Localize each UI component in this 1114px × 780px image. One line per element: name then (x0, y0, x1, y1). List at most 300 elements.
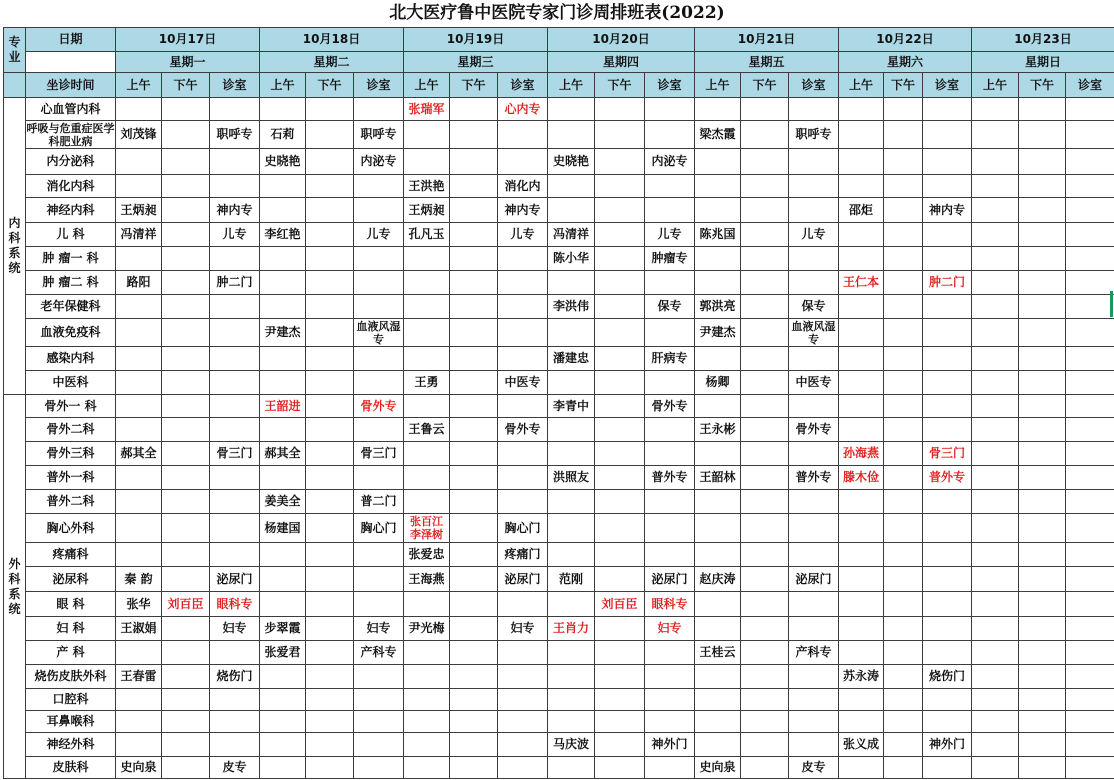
pm-cell[interactable] (594, 489, 645, 514)
room-cell[interactable] (353, 591, 404, 617)
room-cell[interactable]: 泌尿门 (788, 566, 839, 592)
room-cell[interactable]: 烧伤门 (922, 664, 972, 689)
am-cell[interactable] (694, 97, 741, 121)
pm-cell[interactable] (883, 197, 923, 223)
pm-cell[interactable] (449, 688, 498, 711)
am-cell[interactable]: 范刚 (547, 566, 595, 592)
pm-cell[interactable]: 刘百臣 (161, 591, 210, 617)
room-cell[interactable] (209, 97, 260, 121)
pm-cell[interactable] (449, 222, 498, 247)
pm-cell[interactable] (740, 664, 789, 689)
pm-cell[interactable] (305, 756, 354, 779)
pm-cell[interactable] (305, 174, 354, 198)
room-cell[interactable] (1065, 640, 1114, 665)
pm-cell[interactable] (161, 616, 210, 641)
pm-cell[interactable] (883, 318, 923, 347)
pm-cell[interactable] (305, 616, 354, 641)
room-cell[interactable]: 儿专 (209, 222, 260, 247)
room-cell[interactable] (644, 197, 695, 223)
pm-cell[interactable] (594, 370, 645, 395)
room-cell[interactable]: 血液风湿专 (788, 318, 839, 347)
pm-cell[interactable] (594, 616, 645, 641)
room-cell[interactable]: 普外专 (644, 465, 695, 490)
pm-cell[interactable] (594, 246, 645, 271)
room-cell[interactable]: 产科专 (788, 640, 839, 665)
room-cell[interactable] (1065, 616, 1114, 641)
pm-cell[interactable] (161, 120, 210, 149)
pm-cell[interactable] (449, 246, 498, 271)
am-cell[interactable] (971, 148, 1019, 175)
am-cell[interactable] (259, 417, 306, 442)
pm-cell[interactable] (883, 441, 923, 466)
room-cell[interactable]: 产科专 (353, 640, 404, 665)
am-cell[interactable] (838, 294, 884, 319)
am-cell[interactable]: 王洪艳 (403, 174, 450, 198)
am-cell[interactable] (694, 513, 741, 543)
room-cell[interactable]: 神外门 (922, 732, 972, 757)
pm-cell[interactable] (305, 465, 354, 490)
room-cell[interactable] (209, 417, 260, 442)
am-cell[interactable]: 潘建忠 (547, 346, 595, 371)
pm-cell[interactable] (161, 318, 210, 347)
pm-cell[interactable] (883, 513, 923, 543)
am-cell[interactable] (838, 222, 884, 247)
pm-cell[interactable] (449, 294, 498, 319)
pm-cell[interactable] (883, 394, 923, 418)
room-cell[interactable]: 肿瘤专 (644, 246, 695, 271)
room-cell[interactable]: 胸心门 (353, 513, 404, 543)
am-cell[interactable] (115, 394, 162, 418)
am-cell[interactable] (403, 294, 450, 319)
room-cell[interactable] (922, 174, 972, 198)
pm-cell[interactable] (161, 441, 210, 466)
pm-cell[interactable] (1018, 616, 1066, 641)
pm-cell[interactable] (883, 120, 923, 149)
room-cell[interactable] (644, 513, 695, 543)
room-cell[interactable] (353, 417, 404, 442)
room-cell[interactable] (644, 370, 695, 395)
pm-cell[interactable] (883, 616, 923, 641)
am-cell[interactable] (838, 120, 884, 149)
am-cell[interactable] (971, 441, 1019, 466)
am-cell[interactable]: 陈小华 (547, 246, 595, 271)
room-cell[interactable] (497, 394, 548, 418)
room-cell[interactable] (353, 710, 404, 733)
room-cell[interactable] (209, 513, 260, 543)
room-cell[interactable] (497, 120, 548, 149)
room-cell[interactable] (788, 616, 839, 641)
room-cell[interactable] (922, 346, 972, 371)
room-cell[interactable] (1065, 756, 1114, 779)
am-cell[interactable] (115, 97, 162, 121)
am-cell[interactable] (115, 688, 162, 711)
room-cell[interactable]: 妇专 (644, 616, 695, 641)
room-cell[interactable]: 职呼专 (353, 120, 404, 149)
pm-cell[interactable] (449, 756, 498, 779)
am-cell[interactable] (838, 688, 884, 711)
room-cell[interactable]: 职呼专 (788, 120, 839, 149)
am-cell[interactable] (259, 97, 306, 121)
room-cell[interactable]: 神内专 (209, 197, 260, 223)
room-cell[interactable]: 骨三门 (209, 441, 260, 466)
am-cell[interactable] (115, 174, 162, 198)
pm-cell[interactable] (1018, 591, 1066, 617)
pm-cell[interactable] (1018, 222, 1066, 247)
pm-cell[interactable] (161, 640, 210, 665)
room-cell[interactable] (922, 489, 972, 514)
pm-cell[interactable] (740, 394, 789, 418)
am-cell[interactable] (838, 542, 884, 567)
room-cell[interactable] (1065, 591, 1114, 617)
room-cell[interactable] (353, 688, 404, 711)
am-cell[interactable]: 尹建杰 (259, 318, 306, 347)
room-cell[interactable] (497, 732, 548, 757)
am-cell[interactable]: 王鲁云 (403, 417, 450, 442)
am-cell[interactable] (547, 489, 595, 514)
am-cell[interactable] (838, 318, 884, 347)
room-cell[interactable]: 疼痛门 (497, 542, 548, 567)
pm-cell[interactable] (449, 513, 498, 543)
pm-cell[interactable] (594, 513, 645, 543)
pm-cell[interactable] (883, 417, 923, 442)
am-cell[interactable]: 李红艳 (259, 222, 306, 247)
am-cell[interactable] (971, 542, 1019, 567)
room-cell[interactable] (922, 688, 972, 711)
pm-cell[interactable] (449, 120, 498, 149)
pm-cell[interactable] (1018, 97, 1066, 121)
am-cell[interactable] (259, 346, 306, 371)
room-cell[interactable] (1065, 370, 1114, 395)
am-cell[interactable]: 王韶进 (259, 394, 306, 418)
am-cell[interactable]: 石莉 (259, 120, 306, 149)
pm-cell[interactable] (161, 148, 210, 175)
pm-cell[interactable] (161, 566, 210, 592)
pm-cell[interactable] (594, 566, 645, 592)
room-cell[interactable] (353, 197, 404, 223)
am-cell[interactable] (971, 616, 1019, 641)
pm-cell[interactable] (161, 417, 210, 442)
room-cell[interactable] (1065, 465, 1114, 490)
am-cell[interactable] (403, 346, 450, 371)
pm-cell[interactable] (594, 346, 645, 371)
am-cell[interactable]: 王春雷 (115, 664, 162, 689)
room-cell[interactable]: 骨三门 (353, 441, 404, 466)
pm-cell[interactable] (449, 197, 498, 223)
room-cell[interactable] (1065, 346, 1114, 371)
pm-cell[interactable] (883, 542, 923, 567)
am-cell[interactable] (547, 640, 595, 665)
pm-cell[interactable] (883, 756, 923, 779)
room-cell[interactable]: 皮专 (788, 756, 839, 779)
am-cell[interactable] (115, 370, 162, 395)
pm-cell[interactable] (161, 710, 210, 733)
am-cell[interactable] (547, 270, 595, 295)
pm-cell[interactable]: 刘百臣 (594, 591, 645, 617)
pm-cell[interactable] (161, 174, 210, 198)
pm-cell[interactable] (305, 513, 354, 543)
room-cell[interactable] (788, 394, 839, 418)
room-cell[interactable] (788, 174, 839, 198)
am-cell[interactable] (547, 710, 595, 733)
pm-cell[interactable] (740, 710, 789, 733)
room-cell[interactable] (644, 97, 695, 121)
room-cell[interactable] (644, 417, 695, 442)
room-cell[interactable] (209, 148, 260, 175)
pm-cell[interactable] (449, 318, 498, 347)
am-cell[interactable] (971, 513, 1019, 543)
pm-cell[interactable] (449, 174, 498, 198)
am-cell[interactable] (547, 441, 595, 466)
room-cell[interactable] (1065, 688, 1114, 711)
room-cell[interactable] (1065, 148, 1114, 175)
am-cell[interactable] (259, 174, 306, 198)
room-cell[interactable] (1065, 489, 1114, 514)
room-cell[interactable] (922, 566, 972, 592)
room-cell[interactable]: 肿二门 (922, 270, 972, 295)
room-cell[interactable]: 儿专 (788, 222, 839, 247)
room-cell[interactable] (209, 688, 260, 711)
am-cell[interactable] (547, 197, 595, 223)
room-cell[interactable] (644, 710, 695, 733)
am-cell[interactable]: 张爱忠 (403, 542, 450, 567)
am-cell[interactable] (547, 370, 595, 395)
am-cell[interactable]: 姜美全 (259, 489, 306, 514)
am-cell[interactable] (259, 688, 306, 711)
room-cell[interactable] (788, 441, 839, 466)
room-cell[interactable] (788, 542, 839, 567)
room-cell[interactable]: 神内专 (497, 197, 548, 223)
pm-cell[interactable] (305, 346, 354, 371)
am-cell[interactable]: 冯清祥 (547, 222, 595, 247)
room-cell[interactable] (788, 732, 839, 757)
am-cell[interactable] (115, 318, 162, 347)
am-cell[interactable]: 孔凡玉 (403, 222, 450, 247)
room-cell[interactable] (353, 732, 404, 757)
room-cell[interactable]: 神内专 (922, 197, 972, 223)
room-cell[interactable] (353, 370, 404, 395)
room-cell[interactable] (788, 664, 839, 689)
am-cell[interactable] (838, 591, 884, 617)
am-cell[interactable]: 郝其全 (259, 441, 306, 466)
pm-cell[interactable] (449, 640, 498, 665)
room-cell[interactable] (644, 174, 695, 198)
am-cell[interactable] (838, 417, 884, 442)
pm-cell[interactable] (161, 688, 210, 711)
pm-cell[interactable] (883, 465, 923, 490)
room-cell[interactable]: 烧伤门 (209, 664, 260, 689)
am-cell[interactable] (403, 756, 450, 779)
am-cell[interactable] (403, 120, 450, 149)
pm-cell[interactable] (449, 465, 498, 490)
room-cell[interactable] (922, 640, 972, 665)
room-cell[interactable]: 消化内 (497, 174, 548, 198)
pm-cell[interactable] (740, 197, 789, 223)
am-cell[interactable] (694, 246, 741, 271)
room-cell[interactable] (209, 346, 260, 371)
pm-cell[interactable] (305, 246, 354, 271)
room-cell[interactable] (353, 270, 404, 295)
am-cell[interactable] (115, 294, 162, 319)
pm-cell[interactable] (305, 710, 354, 733)
room-cell[interactable] (788, 270, 839, 295)
room-cell[interactable] (1065, 246, 1114, 271)
am-cell[interactable]: 王炳昶 (403, 197, 450, 223)
pm-cell[interactable] (1018, 270, 1066, 295)
am-cell[interactable]: 郝其全 (115, 441, 162, 466)
pm-cell[interactable] (740, 174, 789, 198)
pm-cell[interactable] (740, 513, 789, 543)
room-cell[interactable] (1065, 566, 1114, 592)
room-cell[interactable] (353, 174, 404, 198)
room-cell[interactable] (497, 318, 548, 347)
am-cell[interactable] (115, 346, 162, 371)
am-cell[interactable] (259, 710, 306, 733)
pm-cell[interactable] (1018, 441, 1066, 466)
pm-cell[interactable] (883, 710, 923, 733)
pm-cell[interactable] (449, 732, 498, 757)
pm-cell[interactable] (740, 270, 789, 295)
room-cell[interactable] (922, 120, 972, 149)
am-cell[interactable] (694, 664, 741, 689)
am-cell[interactable] (971, 489, 1019, 514)
room-cell[interactable] (922, 756, 972, 779)
pm-cell[interactable] (161, 222, 210, 247)
am-cell[interactable] (259, 246, 306, 271)
room-cell[interactable] (788, 197, 839, 223)
am-cell[interactable] (547, 120, 595, 149)
pm-cell[interactable] (740, 688, 789, 711)
am-cell[interactable]: 冯清祥 (115, 222, 162, 247)
room-cell[interactable] (497, 664, 548, 689)
pm-cell[interactable] (1018, 489, 1066, 514)
pm-cell[interactable] (449, 566, 498, 592)
am-cell[interactable] (838, 566, 884, 592)
room-cell[interactable]: 心内专 (497, 97, 548, 121)
pm-cell[interactable] (305, 394, 354, 418)
am-cell[interactable] (403, 732, 450, 757)
am-cell[interactable] (403, 465, 450, 490)
room-cell[interactable] (922, 222, 972, 247)
room-cell[interactable] (209, 710, 260, 733)
am-cell[interactable] (971, 688, 1019, 711)
pm-cell[interactable] (740, 318, 789, 347)
room-cell[interactable]: 儿专 (497, 222, 548, 247)
pm-cell[interactable] (594, 688, 645, 711)
am-cell[interactable]: 王肖力 (547, 616, 595, 641)
room-cell[interactable] (644, 542, 695, 567)
am-cell[interactable] (403, 664, 450, 689)
am-cell[interactable] (971, 756, 1019, 779)
pm-cell[interactable] (1018, 566, 1066, 592)
pm-cell[interactable] (305, 294, 354, 319)
am-cell[interactable]: 路阳 (115, 270, 162, 295)
am-cell[interactable] (971, 346, 1019, 371)
room-cell[interactable] (353, 294, 404, 319)
pm-cell[interactable] (740, 417, 789, 442)
am-cell[interactable] (259, 370, 306, 395)
am-cell[interactable]: 王仁本 (838, 270, 884, 295)
room-cell[interactable] (1065, 441, 1114, 466)
am-cell[interactable] (115, 148, 162, 175)
am-cell[interactable] (838, 640, 884, 665)
pm-cell[interactable] (161, 97, 210, 121)
room-cell[interactable] (497, 688, 548, 711)
pm-cell[interactable] (305, 640, 354, 665)
pm-cell[interactable] (449, 664, 498, 689)
room-cell[interactable] (1065, 513, 1114, 543)
am-cell[interactable] (403, 318, 450, 347)
room-cell[interactable]: 内泌专 (644, 148, 695, 175)
am-cell[interactable] (971, 174, 1019, 198)
room-cell[interactable] (1065, 270, 1114, 295)
pm-cell[interactable] (305, 97, 354, 121)
room-cell[interactable] (1065, 318, 1114, 347)
am-cell[interactable]: 王桂云 (694, 640, 741, 665)
pm-cell[interactable] (161, 465, 210, 490)
pm-cell[interactable] (594, 664, 645, 689)
pm-cell[interactable] (1018, 542, 1066, 567)
room-cell[interactable]: 骨外专 (644, 394, 695, 418)
pm-cell[interactable] (883, 688, 923, 711)
room-cell[interactable] (1065, 417, 1114, 442)
pm-cell[interactable] (594, 270, 645, 295)
pm-cell[interactable] (305, 688, 354, 711)
am-cell[interactable] (694, 394, 741, 418)
room-cell[interactable] (922, 97, 972, 121)
am-cell[interactable]: 张百江 李泽树 (403, 513, 450, 543)
room-cell[interactable] (922, 616, 972, 641)
room-cell[interactable] (644, 318, 695, 347)
room-cell[interactable] (644, 688, 695, 711)
room-cell[interactable]: 儿专 (353, 222, 404, 247)
am-cell[interactable]: 史晓艳 (259, 148, 306, 175)
pm-cell[interactable] (883, 148, 923, 175)
am-cell[interactable]: 尹光梅 (403, 616, 450, 641)
am-cell[interactable] (971, 270, 1019, 295)
am-cell[interactable] (115, 710, 162, 733)
am-cell[interactable] (971, 394, 1019, 418)
room-cell[interactable] (353, 542, 404, 567)
room-cell[interactable] (788, 246, 839, 271)
am-cell[interactable] (838, 394, 884, 418)
pm-cell[interactable] (594, 394, 645, 418)
pm-cell[interactable] (883, 97, 923, 121)
room-cell[interactable] (209, 732, 260, 757)
am-cell[interactable]: 苏永涛 (838, 664, 884, 689)
am-cell[interactable] (838, 246, 884, 271)
am-cell[interactable] (403, 246, 450, 271)
pm-cell[interactable] (1018, 640, 1066, 665)
pm-cell[interactable] (594, 542, 645, 567)
room-cell[interactable] (644, 489, 695, 514)
pm-cell[interactable] (449, 346, 498, 371)
pm-cell[interactable] (740, 346, 789, 371)
pm-cell[interactable] (883, 640, 923, 665)
room-cell[interactable]: 职呼专 (209, 120, 260, 149)
room-cell[interactable] (1065, 120, 1114, 149)
room-cell[interactable]: 骨外专 (497, 417, 548, 442)
room-cell[interactable] (922, 417, 972, 442)
room-cell[interactable] (644, 640, 695, 665)
am-cell[interactable] (115, 489, 162, 514)
room-cell[interactable] (788, 591, 839, 617)
am-cell[interactable] (694, 174, 741, 198)
pm-cell[interactable] (740, 441, 789, 466)
am-cell[interactable] (971, 197, 1019, 223)
pm-cell[interactable] (1018, 394, 1066, 418)
room-cell[interactable]: 中医专 (788, 370, 839, 395)
pm-cell[interactable] (161, 513, 210, 543)
